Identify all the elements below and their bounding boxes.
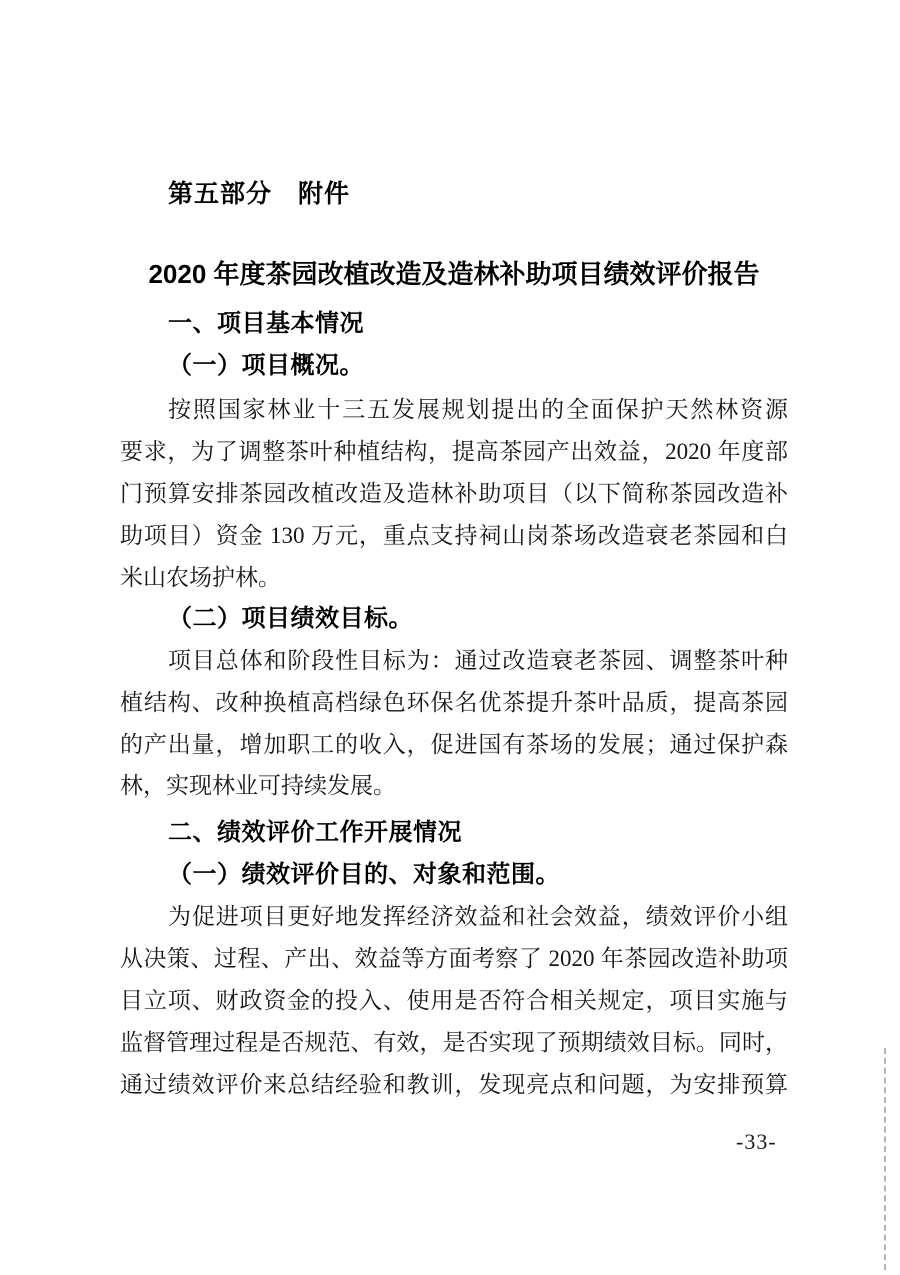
section-2-1-heading: （一）绩效评价目的、对象和范围。 (168, 861, 560, 888)
document-title: 2020 年度茶园改植改造及造林补助项目绩效评价报告 (148, 259, 760, 289)
text-line: 目立项、财政资金的投入、使用是否符合相关规定，项目实施与 (120, 988, 788, 1013)
section-1-1-heading: （一）项目概况。 (168, 352, 364, 379)
text-line: 监督管理过程是否规范、有效，是否实现了预期绩效目标。同时， (120, 1030, 788, 1055)
text-line: 按照国家林业十三五发展规划提出的全面保护天然林资源 (168, 397, 788, 422)
text-line: 要求，为了调整茶叶种植结构，提高茶园产出效益，2020 年度部 (120, 439, 788, 464)
text-line: 门预算安排茶园改植改造及造林补助项目（以下简称茶园改造补 (120, 481, 788, 506)
section-2-heading: 二、绩效评价工作开展情况 (168, 819, 462, 846)
text-line: 为促进项目更好地发挥经济效益和社会效益，绩效评价小组 (168, 904, 788, 929)
page-number: -33- (736, 1129, 777, 1154)
text-line: 的产出量，增加职工的收入，促进国有茶场的发展；通过保护森 (120, 732, 788, 757)
scan-fold-dashed-line (884, 1048, 886, 1270)
section-1-heading: 一、项目基本情况 (168, 310, 364, 337)
text-line: 助项目）资金 130 万元，重点支持祠山岗茶场改造衰老茶园和白 (120, 523, 788, 548)
text-line: 通过绩效评价来总结经验和教训，发现亮点和问题，为安排预算 (120, 1072, 788, 1097)
text-line: 植结构、改种换植高档绿色环保名优茶提升茶叶品质，提高茶园 (120, 690, 788, 715)
text-line: 米山农场护林。 (120, 565, 281, 590)
text-line: 从决策、过程、产出、效益等方面考察了 2020 年茶园改造补助项 (120, 946, 788, 971)
part-heading: 第五部分 附件 (168, 180, 351, 208)
section-1-2-heading: （二）项目绩效目标。 (168, 605, 413, 632)
text-line: 林，实现林业可持续发展。 (120, 773, 396, 798)
text-line: 项目总体和阶段性目标为：通过改造衰老茶园、调整茶叶种 (168, 648, 788, 673)
